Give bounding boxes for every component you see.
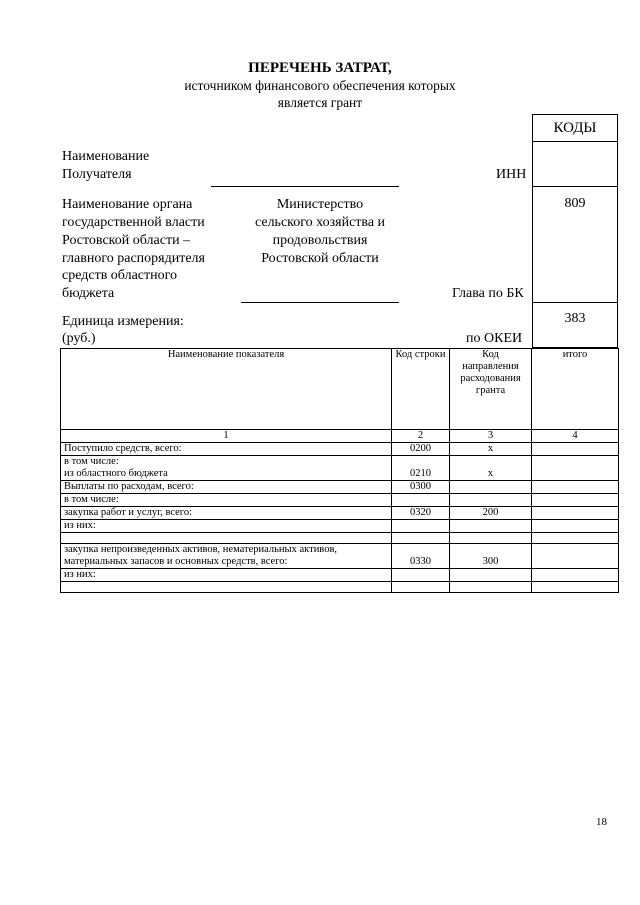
table-row: [61, 494, 619, 507]
page-number: 18: [596, 816, 607, 828]
header-row-code: Код строки: [392, 349, 450, 430]
table-row: [61, 456, 619, 481]
row-direction: [450, 494, 532, 507]
codes-divider-1: [532, 186, 618, 187]
table-header-row: [61, 349, 619, 430]
header-direction-code: Код направления расходования гранта: [450, 349, 532, 430]
inn-label: ИНН: [496, 167, 527, 182]
codes-header: КОДЫ: [532, 114, 618, 142]
authority-label-2: государственной власти: [62, 215, 205, 230]
page-title: ПЕРЕЧЕНЬ ЗАТРАТ,: [248, 60, 392, 76]
bk-label: Глава по БК: [452, 286, 524, 301]
unit-label-line2: (руб.): [62, 331, 96, 346]
authority-value-4: Ростовской области: [261, 251, 379, 266]
row-code: 0320: [392, 507, 450, 520]
row-direction: 200: [450, 507, 532, 520]
authority-label-1: Наименование органа: [62, 197, 193, 212]
row-name: [61, 544, 392, 569]
row-direction: [450, 520, 532, 533]
authority-label-6: бюджета: [62, 286, 115, 301]
recipient-label-line1: Наименование: [62, 149, 150, 164]
row-name: Выплаты по расходам, всего:: [61, 481, 392, 494]
row-total: [532, 544, 619, 569]
row-total: [532, 569, 619, 582]
row-total: [532, 456, 619, 481]
table-row: [61, 481, 619, 494]
recipient-underline: [211, 186, 399, 187]
row-direction: х: [450, 456, 532, 481]
table-row: [61, 443, 619, 456]
row-name: закупка работ и услуг, всего:: [61, 507, 392, 520]
col-number-3: 3: [450, 430, 532, 443]
row-total: [532, 494, 619, 507]
row-total: [532, 520, 619, 533]
row-direction: [450, 569, 532, 582]
table-row: [61, 544, 619, 569]
row-name: [61, 456, 392, 481]
authority-value-2: сельского хозяйства и: [254, 215, 386, 230]
table-row: [61, 520, 619, 533]
row-code: [392, 569, 450, 582]
table-row: [61, 507, 619, 520]
row-total: [532, 507, 619, 520]
row-name: Поступило средств, всего:: [61, 443, 392, 456]
table-row: [61, 569, 619, 582]
row-code: 0300: [392, 481, 450, 494]
okei-code-value: 383: [564, 311, 586, 326]
unit-label-line1: Единица измерения:: [62, 314, 184, 329]
table-number-row: [61, 430, 619, 443]
header-name: Наименование показателя: [61, 349, 392, 430]
row-name-line1: в том числе:: [64, 456, 119, 467]
col-number-4: 4: [532, 430, 619, 443]
codes-divider-2: [532, 302, 618, 303]
row-name-line2: материальных запасов и основных средств, всего:: [64, 556, 288, 567]
bk-code-value: 809: [564, 196, 586, 211]
row-name: в том числе:: [61, 494, 392, 507]
table-spacer-row: [61, 533, 619, 544]
authority-underline: [241, 302, 399, 303]
recipient-label-line2: Получателя: [62, 167, 132, 182]
row-code: [392, 520, 450, 533]
col-number-2: 2: [392, 430, 450, 443]
row-direction: [450, 481, 532, 494]
row-name-line2: из областного бюджета: [64, 468, 168, 479]
row-name: из них:: [61, 569, 392, 582]
page-subtitle-line1: источником финансового обеспечения которых: [184, 78, 456, 93]
authority-label-4: главного распорядителя: [62, 251, 205, 266]
row-code: [392, 494, 450, 507]
authority-value-3: продовольствия: [272, 233, 368, 248]
row-total: [532, 443, 619, 456]
okei-label: по ОКЕИ: [466, 331, 523, 346]
page-subtitle-line2: является грант: [277, 95, 363, 110]
row-code: 0330: [392, 544, 450, 569]
table-spacer-row: [61, 582, 619, 593]
row-code: 0200: [392, 443, 450, 456]
row-name-line1: закупка непроизведенных активов, нематериальных активов,: [64, 544, 338, 555]
row-total: [532, 481, 619, 494]
header-total: итого: [532, 349, 619, 430]
col-number-1: 1: [61, 430, 392, 443]
expenses-table: [60, 348, 619, 593]
row-direction: 300: [450, 544, 532, 569]
row-direction: х: [450, 443, 532, 456]
row-code: 0210: [392, 456, 450, 481]
authority-value-1: Министерство: [276, 197, 364, 212]
row-name: из них:: [61, 520, 392, 533]
authority-label-5: средств областного: [62, 268, 178, 283]
authority-label-3: Ростовской области –: [62, 233, 191, 248]
